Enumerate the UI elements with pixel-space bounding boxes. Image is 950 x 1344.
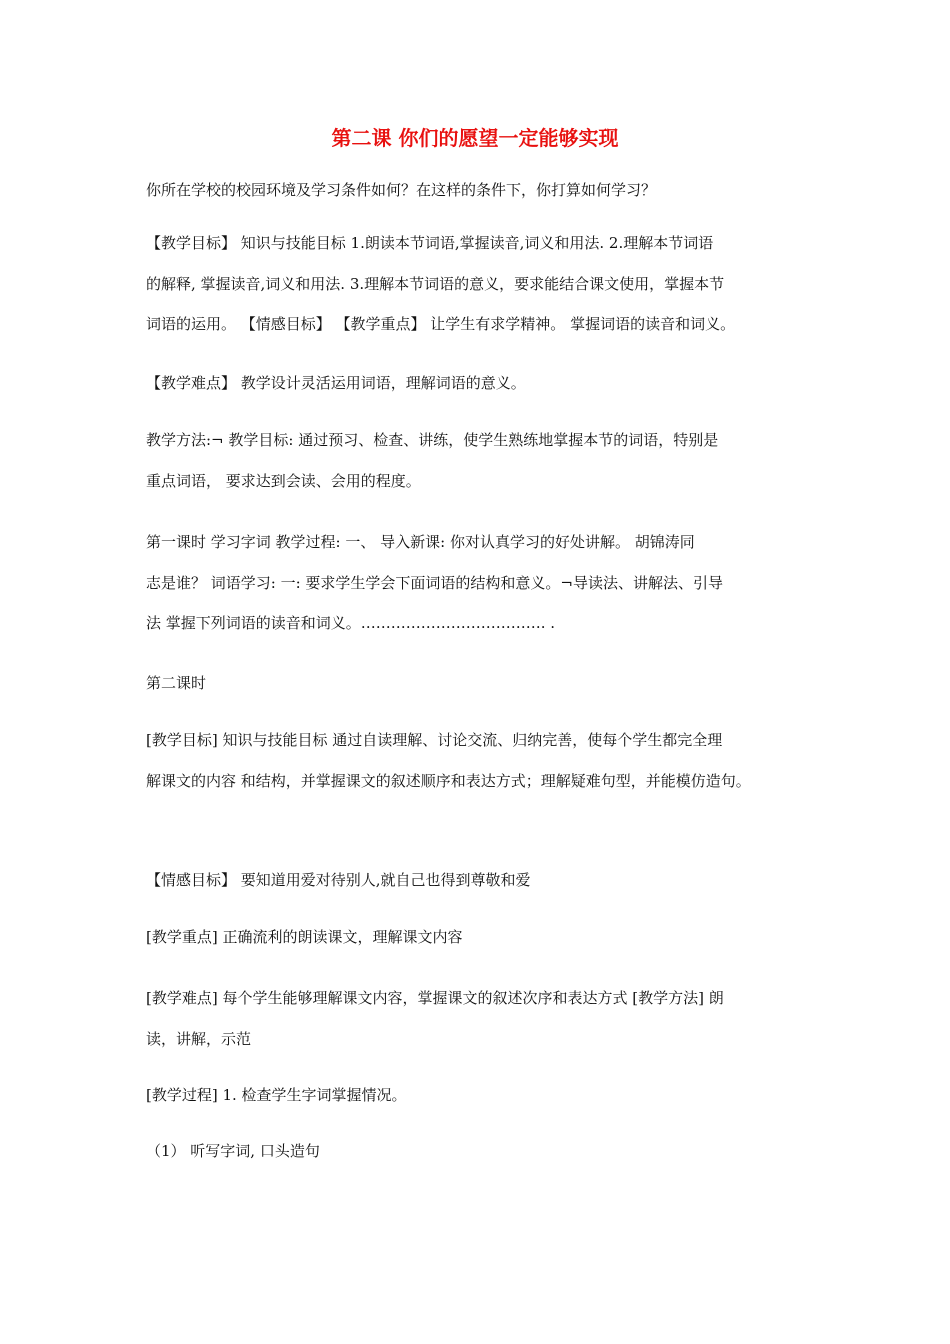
text-line: 【情感目标】 要知道用爱对待别人,就自己也得到尊敬和爱: [146, 871, 531, 889]
text-line: [教学目标] 知识与技能目标 通过自读理解、讨论交流、归纳完善，使每个学生都完全理: [146, 731, 723, 749]
text-line: 读，讲解，示范: [146, 1029, 252, 1048]
first-lesson-paragraph: [146, 522, 826, 644]
text-line: 【教学目标】 知识与技能目标 1.朗读本节词语,掌握读音,词义和用法. 2.理解本节词语: [146, 234, 714, 252]
text-line: [教学重点] 正确流利的朗读课文，理解课文内容: [146, 928, 463, 946]
text-line: 解课文的内容 和结构，并掌握课文的叙述顺序和表达方式；理解疑难句型，并能模仿造句。: [146, 771, 751, 790]
intro-question: [146, 170, 826, 211]
text-line: 第二课时: [146, 674, 207, 692]
emotional-objective: [146, 860, 826, 901]
teaching-difficulty-paragraph: [146, 363, 826, 404]
text-line: 【教学难点】 教学设计灵活运用词语，理解词语的意义。: [146, 374, 526, 392]
text-line: 志是谁？ 词语学习: 一: 要求学生学会下面词语的结构和意义。¬导读法、讲解法、引导: [146, 573, 723, 592]
text-line: 词语的运用。 【情感目标】 【教学重点】 让学生有求学精神。 掌握词语的读音和词义。: [146, 315, 736, 333]
text-line: 重点词语， 要求达到会读、会用的程度。: [146, 471, 421, 490]
text-line: [教学难点] 每个学生能够理解课文内容，掌握课文的叙述次序和表达方式 [教学方法] 朗: [146, 989, 724, 1007]
text-line: 教学方法:¬ 教学目标: 通过预习、检查、讲练，使学生熟练地掌握本节的词语，特别是: [146, 431, 719, 449]
text-line: 第一课时 学习字词 教学过程: 一、 导入新课: 你对认真学习的好处讲解。 胡锦涛同: [146, 533, 695, 551]
teaching-difficulty-method: [146, 978, 826, 1059]
text-line: （1） 听写字词, 口头造句: [146, 1142, 320, 1160]
teaching-process: [146, 1075, 826, 1116]
second-lesson-objectives: [146, 720, 826, 801]
text-line: [教学过程] 1. 检查学生字词掌握情况。: [146, 1086, 407, 1104]
text-line: 法 掌握下列词语的读音和词义。………………………………. .: [146, 614, 556, 632]
teaching-focus: [146, 917, 826, 958]
text-line: 你所在学校的校园环境及学习条件如何？在这样的条件下，你打算如何学习？: [146, 181, 657, 199]
document-title: 第二课 你们的愿望一定能够实现: [331, 126, 619, 150]
second-lesson-heading: [146, 663, 826, 704]
text-line: 的解释, 掌握读音,词义和用法. 3.理解本节词语的意义，要求能结合课文使用，掌握本节: [146, 274, 725, 293]
teaching-method-paragraph: [146, 420, 826, 501]
process-step-1: [146, 1131, 826, 1172]
teaching-objectives-paragraph: [146, 223, 826, 345]
